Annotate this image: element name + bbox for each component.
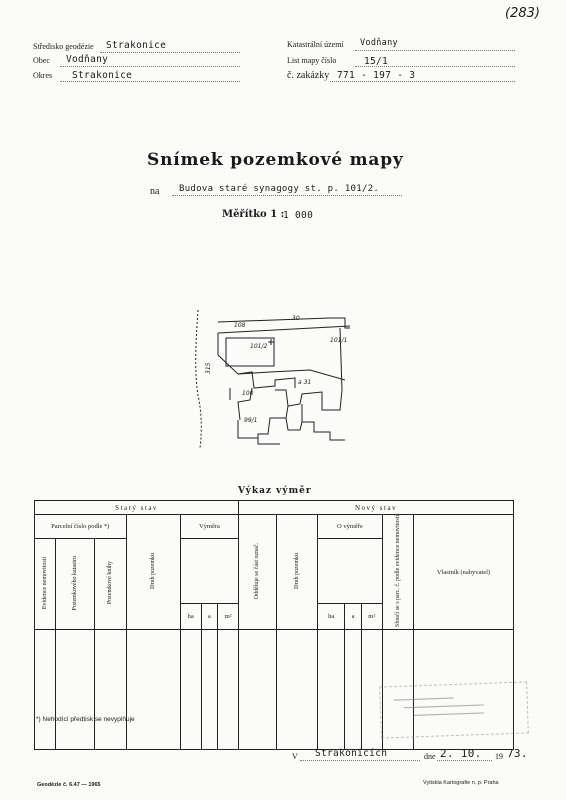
- slouci-header: Sloučí se s parc. č. podle evidence nemovitostí: [394, 515, 401, 628]
- footer-form-number: Geodézie č. 6.47 — 1965: [37, 782, 101, 788]
- map-label-99-1: 99/1: [244, 417, 258, 424]
- a-header: a: [201, 604, 218, 630]
- parcelni-cislo-header: Parcelní číslo podle *): [35, 515, 127, 539]
- m2-header-2: m²: [361, 604, 382, 630]
- okres-value: Strakonice: [72, 70, 133, 81]
- evidence-header: Evidence nemovitostí: [41, 556, 48, 610]
- office-stamp: [379, 681, 529, 738]
- vykaz-title: Výkaz výměr: [238, 486, 312, 496]
- a-header-2: a: [345, 604, 362, 630]
- ha-header: ha: [180, 604, 201, 630]
- v-value: Strakonicích: [315, 748, 388, 759]
- pozemkove-knihy-header: Pozemkové knihy: [107, 561, 114, 605]
- map-label-108: 108: [234, 322, 246, 329]
- map-label-315: 315: [205, 362, 212, 374]
- dne-value: 2. 10.: [440, 747, 482, 760]
- m2-header: m²: [218, 604, 239, 630]
- stredisko-value: Strakonice: [106, 40, 167, 51]
- map-label-101-1: 101/1: [330, 337, 348, 344]
- page-number: (283): [505, 6, 540, 21]
- ha-header-2: ha: [318, 604, 345, 630]
- o-vymere-header: O výměře: [318, 515, 383, 539]
- map-label-30: 30: [292, 315, 300, 322]
- meritko-value: 1 000: [283, 210, 314, 221]
- stary-stav-header: Starý stav: [35, 501, 239, 515]
- list-label: List mapy číslo: [287, 56, 337, 65]
- pozemkoveho-header: Pozemkového katastru: [71, 555, 78, 611]
- meritko-label: Měřítko 1 :: [222, 209, 285, 220]
- na-value: Budova staré synagogy st. p. 101/2.: [179, 184, 380, 194]
- vymera-header: Výměra: [180, 515, 238, 539]
- year-value: 73.: [507, 747, 528, 760]
- zakazka-label: č. zakázky: [287, 70, 330, 81]
- list-value: 15/1: [364, 56, 389, 67]
- v-label: V: [292, 752, 298, 761]
- map-label-31: a 31: [298, 379, 312, 386]
- novy-stav-header: Nový stav: [239, 501, 514, 515]
- oddeluje-header: Odděluje se část označ.: [254, 542, 261, 600]
- katastralni-label: Katastrální území: [287, 40, 344, 49]
- map-label-100: 100: [242, 390, 254, 397]
- cadastral-map-sketch: [190, 300, 370, 450]
- obec-label: Obec: [33, 56, 50, 65]
- katastralni-value: Vodňany: [360, 38, 398, 48]
- druh-pozemku-header: Druh pozemku: [150, 553, 157, 589]
- stredisko-label: Středisko geodézie: [33, 42, 94, 51]
- document-title: Snímek pozemkové mapy: [147, 150, 404, 170]
- year-prefix: 19: [495, 752, 503, 761]
- okres-label: Okres: [33, 71, 53, 80]
- druh-pozemku-2-header: Druh pozemku: [293, 553, 300, 589]
- footer-printer: Vytiskla Kartografie n. p. Praha: [423, 780, 499, 786]
- footnote: *) Nehodící předtisk se nevyplňuje: [36, 716, 135, 723]
- map-label-101-2: 101/2: [250, 343, 268, 350]
- dne-label: dne: [424, 752, 436, 761]
- obec-value: Vodňany: [66, 54, 109, 65]
- na-label: na: [150, 186, 160, 197]
- zakazka-value: 771 - 197 - 3: [337, 70, 416, 81]
- vlastnik-header: Vlastník (nabyvatel): [413, 515, 513, 630]
